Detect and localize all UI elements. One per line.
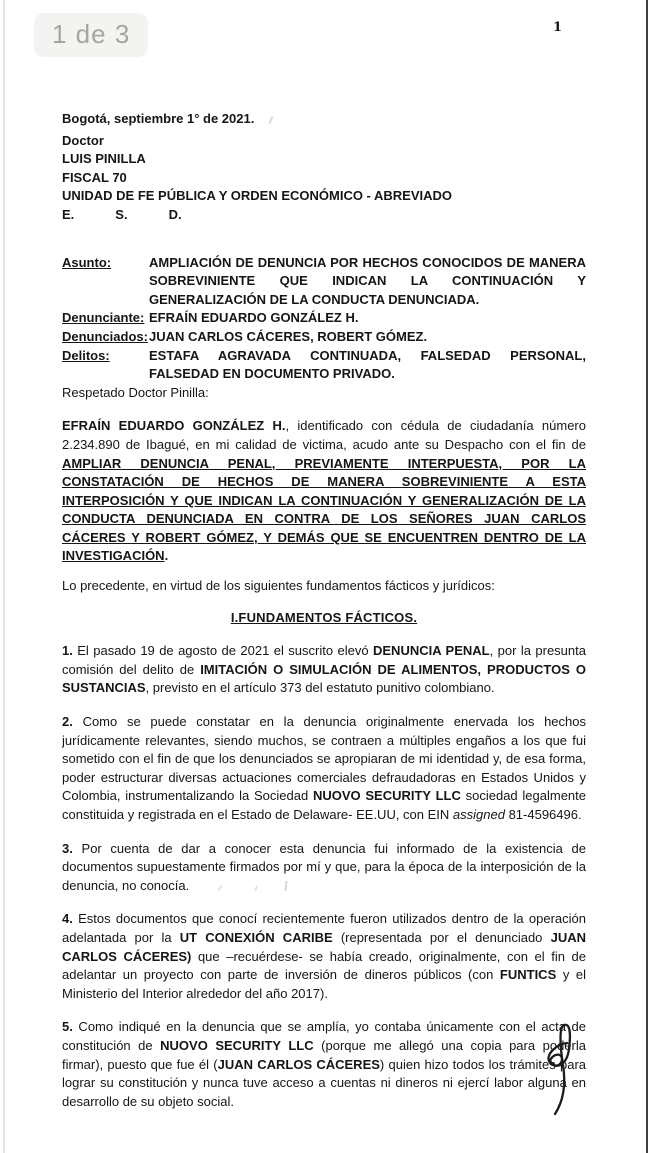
section-heading: I.FUNDAMENTOS FÁCTICOS.: [230, 609, 418, 625]
esd-initial: S.: [115, 206, 128, 222]
date-line: [62, 110, 586, 129]
subject-text: JUAN CARLOS CÁCERES, ROBERT GÓMEZ.: [149, 328, 428, 344]
subject-text: ESTAFA AGRAVADA CONTINUADA, FALSEDAD PERSONAL, FALSEDAD EN DOCUMENTO PRIVADO.: [149, 347, 586, 382]
intro-paragraph: [62, 417, 586, 566]
letter-body: [62, 110, 586, 1111]
recipient-line: FISCAL 70: [62, 169, 127, 185]
subject-label: Denunciados:: [62, 328, 148, 344]
recipient-block: [62, 132, 586, 225]
numbered-paragraph-3: [62, 840, 586, 896]
scan-artifact: [218, 885, 222, 891]
greeting-line: Respetado Doctor Pinilla:: [62, 384, 209, 400]
paragraph-text: 3. Por cuenta de dar a conocer esta denuncia fui informado de la existencia de documentos supuestamente firmados por mí y que, para la época de la interposición de la denuncia, no conocía.: [62, 840, 586, 893]
subject-row: [62, 328, 586, 347]
pager-badge: 1 de 3: [34, 13, 148, 57]
recipient-esd-line: [62, 206, 586, 225]
esd-initial: D.: [168, 206, 182, 222]
paragraph-text: 5. Como indiqué en la denuncia que se amplía, yo contaba únicamente con el acta de constitución de NUOVO SECURITY LLC (porque me allegó una copia para poderla firmar), puesto que fue él (JUAN CARLOS CÁCERES) quien hizo todos los trámites para lograr su constitución y nunca tuve acceso a cuentas ni dineros ni ejercí labor alguna en desarrollo de su objeto social.: [62, 1019, 586, 1109]
numbered-paragraph-1: [62, 642, 586, 698]
subject-text: AMPLIACIÓN DE DENUNCIA POR HECHOS CONOCIDOS DE MANERA SOBREVINIENTE QUE INDICAN LA CONTINUACIÓN Y GENERALIZACIÓN DE LA CONDUCTA DENUNCIADA.: [149, 254, 586, 307]
recipient-line: UNIDAD DE FE PÚBLICA Y ORDEN ECONÓMICO - ABREVIADO: [62, 188, 453, 204]
subject-label: Asunto:: [62, 254, 112, 270]
subject-row: [62, 309, 586, 328]
numbered-paragraph-2: [62, 713, 586, 825]
subject-text: EFRAÍN EDUARDO GONZÁLEZ H.: [149, 310, 359, 326]
paragraph-text: 2. Como se puede constatar en la denuncia originalmente enervada los hechos jurídicamente relevantes, siendo muchos, se contraen a múltiples engaños a los que fui sometido con el fin de que los denunciados se apropiaran de mi identidad y, de esa forma, poder estructurar diversas actuaciones comerciales defraudadoras en Estados Unidos y Colombia, instrumentalizando la Sociedad NUOVO SECURITY LLC sociedad legalmente constituida y registrada en el Estado de Delaware- EE.UU, con EIN assigned 81-4596496.: [62, 714, 586, 822]
scan-left-edge: [3, 0, 5, 1153]
subject-row: [62, 347, 586, 384]
recipient-line: Doctor: [62, 132, 104, 148]
subject-label: Delitos:: [62, 347, 110, 363]
subject-block: [62, 254, 586, 384]
paragraph-text: 4. Estos documentos que conocí recientemente fueron utilizados dentro de la operación adelantada por la UT CONEXIÓN CARIBE (representada por el denunciado JUAN CARLOS CÁCERES) que –recuérdese- se había creado, originalmente, con el fin de adelantar un proyecto con parte de inversión de dineros públicos (con FUNTICS y el Ministerio del Interior alrededor del año 2017).: [62, 911, 587, 1001]
numbered-paragraph-4: [62, 910, 586, 1003]
date-text: Bogotá, septiembre 1° de 2021.: [62, 111, 255, 126]
subject-row: [62, 254, 586, 310]
subject-label: Denunciante:: [62, 310, 145, 326]
scan-artifact: [254, 886, 258, 891]
intro-paragraph-text: EFRAÍN EDUARDO GONZÁLEZ H., identificado con cédula de ciudadanía número 2.234.890 de Ibagué, en mi calidad de victima, acudo ante su Despacho con el fin de AMPLIAR DENUNCIA PENAL, PREVIAMENTE INTERPUESTA, POR LA CONSTATACIÓN DE HECHOS DE MANERA SOBREVINIENTE A ESTA INTERPOSICIÓN Y QUE INDICAN LA CONTINUACIÓN Y GENERALIZACIÓN DE LA CONDUCTA DENUNCIADA EN CONTRA DE LOS SEÑORES JUAN CARLOS CÁCERES Y ROBERT GÓMEZ, Y DEMÁS QUE SE ENCUENTREN DENTRO DE LA INVESTIGACIÓN.: [62, 418, 586, 564]
scan-artifact: [269, 116, 274, 124]
numbered-paragraph-5: [62, 1018, 586, 1111]
scan-artifact: [285, 881, 288, 891]
handwritten-signature-mark: [533, 1021, 583, 1119]
lead-line: Lo precedente, en virtud de los siguientes fundamentos fácticos y jurídicos:: [62, 578, 495, 594]
paragraph-text: 1. El pasado 19 de agosto de 2021 el suscrito elevó DENUNCIA PENAL, por la presunta comisión del delito de IMITACIÓN O SIMULACIÓN DE ALIMENTOS, PRODUCTOS O SUSTANCIAS, previsto en el artículo 373 del estatuto punitivo colombiano.: [62, 643, 586, 696]
esd-initial: E.: [62, 206, 75, 222]
recipient-line: LUIS PINILLA: [62, 151, 146, 167]
page-number: 1: [553, 20, 563, 35]
scan-right-edge: [646, 0, 648, 1153]
